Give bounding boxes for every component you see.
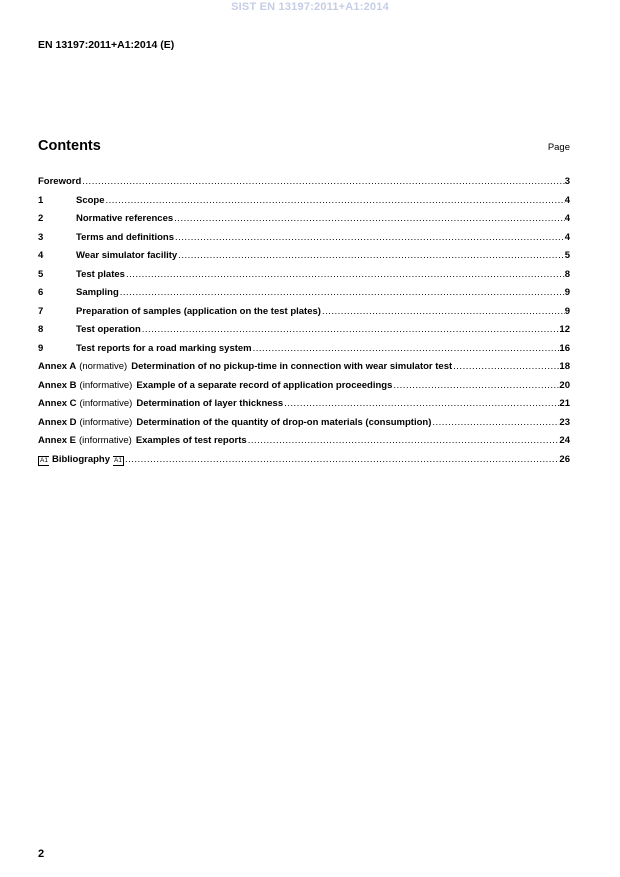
clause-number: 7 bbox=[38, 305, 44, 317]
toc-entry-page: 20 bbox=[559, 379, 570, 391]
document-header: EN 13197:2011+A1:2014 (E) bbox=[38, 39, 175, 51]
clause-number: 3 bbox=[38, 231, 44, 243]
page-column-label: Page bbox=[547, 142, 570, 153]
dot-leader bbox=[393, 380, 559, 392]
annex-label: Annex E bbox=[38, 435, 77, 446]
toc-entry-title: Foreword bbox=[38, 176, 82, 187]
dot-leader bbox=[142, 324, 560, 336]
annex-kind: (informative) bbox=[79, 379, 133, 391]
toc-entry-page: 23 bbox=[559, 416, 570, 428]
annex-kind: (informative) bbox=[79, 435, 132, 446]
annex-kind: (informative) bbox=[79, 398, 133, 409]
toc-entry-clause[interactable] bbox=[38, 343, 570, 362]
clause-number: 2 bbox=[38, 213, 44, 224]
toc-entry-title: Example of a separate record of application proceedings bbox=[136, 379, 393, 391]
toc-entry-title: Determination of layer thickness bbox=[136, 398, 284, 409]
toc-entry-foreword[interactable] bbox=[38, 176, 570, 195]
toc-entry-page: 5 bbox=[564, 250, 570, 261]
toc-entry-clause[interactable] bbox=[38, 287, 570, 306]
dot-leader bbox=[284, 398, 559, 410]
toc-entry-page: 3 bbox=[564, 176, 570, 187]
clause-number: 8 bbox=[38, 324, 44, 335]
toc-entry-page: 12 bbox=[559, 324, 570, 335]
toc-entry-page: 24 bbox=[559, 435, 570, 446]
dot-leader bbox=[174, 213, 565, 225]
dot-leader bbox=[432, 417, 559, 429]
dot-leader bbox=[126, 269, 565, 281]
contents-title: Contents bbox=[38, 138, 101, 154]
toc-entry-clause[interactable] bbox=[38, 195, 570, 214]
toc-entry-title: Bibliography bbox=[51, 453, 111, 465]
annex-label: Annex D bbox=[38, 416, 77, 428]
annex-kind: (informative) bbox=[79, 416, 133, 428]
annex-label: Annex C bbox=[38, 398, 77, 409]
toc-entry-page: 16 bbox=[559, 342, 570, 354]
dot-leader bbox=[453, 361, 559, 373]
clause-number: 1 bbox=[38, 194, 44, 206]
toc-entry-title: Scope bbox=[76, 194, 105, 206]
toc-entry-page: 4 bbox=[564, 213, 570, 224]
dot-leader bbox=[178, 250, 565, 262]
toc-entry-annex[interactable] bbox=[38, 380, 570, 399]
toc-entry-bibliography[interactable] bbox=[38, 454, 570, 473]
toc-entry-title: Examples of test reports bbox=[135, 435, 247, 446]
toc-entry-title: Preparation of samples (application on the test plates) bbox=[76, 305, 321, 317]
toc-entry-annex[interactable] bbox=[38, 361, 570, 380]
clause-number: 9 bbox=[38, 342, 44, 354]
amendment-end-marker: A1 bbox=[114, 456, 122, 464]
toc-entry-clause[interactable] bbox=[38, 306, 570, 325]
amendment-start-marker: A1 bbox=[40, 456, 48, 464]
toc-entry-page: 4 bbox=[564, 194, 570, 206]
clause-number: 4 bbox=[38, 250, 44, 261]
toc-entry-title: Test operation bbox=[76, 324, 141, 335]
toc-entry-clause[interactable] bbox=[38, 250, 570, 269]
dot-leader bbox=[248, 435, 560, 447]
toc-entry-title: Wear simulator facility bbox=[76, 250, 178, 261]
toc-entry-annex[interactable] bbox=[38, 417, 570, 436]
toc-entry-title: Normative references bbox=[76, 213, 174, 224]
dot-leader bbox=[175, 232, 565, 244]
dot-leader bbox=[82, 176, 564, 188]
toc-entry-page: 9 bbox=[564, 287, 570, 298]
clause-number: 5 bbox=[38, 268, 44, 280]
toc-entry-clause[interactable] bbox=[38, 324, 570, 343]
toc-entry-annex[interactable] bbox=[38, 435, 570, 454]
toc-entry-title: Determination of the quantity of drop-on materials (consumption) bbox=[136, 416, 432, 428]
toc-entry-page: 18 bbox=[559, 361, 570, 372]
toc-entry-title: Terms and definitions bbox=[76, 231, 175, 243]
annex-label: Annex A bbox=[38, 361, 77, 372]
dot-leader bbox=[125, 454, 559, 466]
toc-entry-annex[interactable] bbox=[38, 398, 570, 417]
table-of-contents bbox=[38, 176, 570, 472]
toc-entry-title: Test plates bbox=[76, 268, 125, 280]
toc-entry-page: 9 bbox=[564, 305, 570, 317]
toc-entry-title: Test reports for a road marking system bbox=[76, 342, 252, 354]
toc-entry-clause[interactable] bbox=[38, 232, 570, 251]
clause-number: 6 bbox=[38, 287, 44, 298]
dot-leader bbox=[106, 195, 565, 207]
toc-entry-clause[interactable] bbox=[38, 213, 570, 232]
annex-kind: (normative) bbox=[79, 361, 128, 372]
toc-entry-page: 4 bbox=[564, 231, 570, 243]
dot-leader bbox=[253, 343, 560, 355]
annex-label: Annex B bbox=[38, 379, 77, 391]
watermark: SIST EN 13197:2011+A1:2014 bbox=[231, 1, 389, 13]
page-number: 2 bbox=[38, 848, 45, 860]
toc-entry-title: Sampling bbox=[76, 287, 119, 298]
toc-entry-page: 8 bbox=[564, 268, 570, 280]
toc-entry-page: 26 bbox=[559, 453, 570, 465]
dot-leader bbox=[120, 287, 565, 299]
dot-leader bbox=[322, 306, 565, 318]
toc-entry-title: Determination of no pickup-time in connection with wear simulator test bbox=[131, 361, 453, 372]
toc-entry-page: 21 bbox=[559, 398, 570, 409]
toc-entry-clause[interactable] bbox=[38, 269, 570, 288]
